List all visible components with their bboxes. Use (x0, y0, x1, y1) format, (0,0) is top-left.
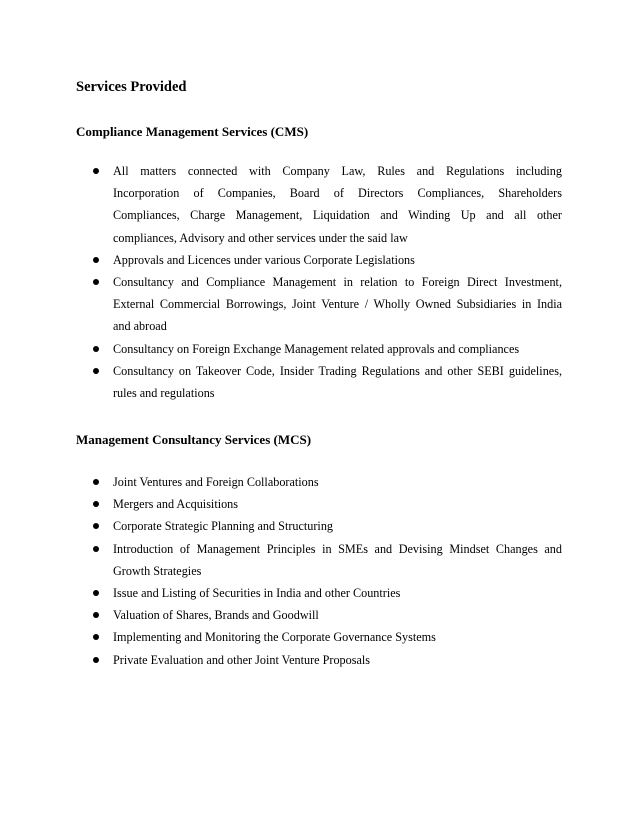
list-item-text-line: rules and regulations (113, 386, 215, 401)
list-item (90, 493, 562, 515)
list-item (90, 271, 562, 338)
list-item (90, 160, 562, 249)
bullet-icon (93, 346, 99, 352)
list-item-text-line: Joint Ventures and Foreign Collaborations (113, 475, 319, 489)
mcs-bullet-list (90, 471, 562, 671)
list-item (90, 515, 562, 537)
mcs-section-heading: Management Consultancy Services (MCS) (76, 432, 312, 447)
list-item-text-line: Consultancy and Compliance Management in relation to Foreign Direct Investment, (113, 275, 562, 290)
list-item-text-line: Valuation of Shares, Brands and Goodwill (113, 608, 319, 623)
list-item-text-line: Approvals and Licences under various Corporate Legislations (113, 252, 415, 267)
list-item (90, 604, 562, 626)
list-item (90, 249, 562, 271)
list-item-text-line: Implementing and Monitoring the Corporate Governance Systems (113, 630, 436, 645)
list-item (90, 582, 562, 604)
list-item (90, 360, 562, 404)
bullet-icon (93, 634, 99, 640)
bullet-icon (93, 612, 99, 618)
bullet-icon (93, 657, 99, 663)
list-item-text-line: Incorporation of Companies, Board of Directors Compliances, Shareholders (113, 186, 562, 201)
list-item-text-line: Corporate Strategic Planning and Structuring (113, 519, 334, 534)
list-item-text-line: and abroad (113, 319, 167, 334)
bullet-icon (93, 479, 99, 485)
list-item-text-line: Consultancy on Foreign Exchange Management related approvals and compliances (113, 341, 520, 356)
bullet-icon (93, 501, 99, 507)
list-item-text-line: All matters connected with Company Law, Rules and Regulations including (113, 164, 562, 178)
list-item (90, 538, 562, 582)
list-item-text-line: External Commercial Borrowings, Joint Venture / Wholly Owned Subsidiaries in India (113, 297, 562, 312)
list-item-text-line: Mergers and Acquisitions (113, 497, 239, 512)
page-title: Services Provided (76, 79, 187, 95)
bullet-icon (93, 257, 99, 263)
list-item (90, 649, 562, 671)
bullet-icon (93, 590, 99, 596)
list-item-text-line: Issue and Listing of Securities in India and other Countries (113, 586, 401, 601)
bullet-icon (93, 523, 99, 529)
bullet-icon (93, 279, 99, 285)
list-item-text-line: Compliances, Charge Management, Liquidation and Winding Up and all other (113, 208, 562, 223)
list-item (90, 626, 562, 648)
list-item (90, 338, 562, 360)
bullet-icon (93, 368, 99, 374)
list-item-text-line: compliances, Advisory and other services under the said law (113, 230, 408, 245)
list-item-text-line: Introduction of Management Principles in SMEs and Devising Mindset Changes and (113, 541, 562, 556)
list-item-text-line: Growth Strategies (113, 563, 202, 578)
bullet-icon (93, 168, 99, 174)
list-item-text-line: Consultancy on Takeover Code, Insider Trading Regulations and other SEBI guidelines, (113, 363, 562, 378)
cms-bullet-list (90, 160, 562, 404)
cms-section-heading: Compliance Management Services (CMS) (76, 124, 309, 139)
bullet-icon (93, 546, 99, 552)
list-item (90, 471, 562, 493)
list-item-text-line: Private Evaluation and other Joint Venture Proposals (113, 652, 371, 667)
